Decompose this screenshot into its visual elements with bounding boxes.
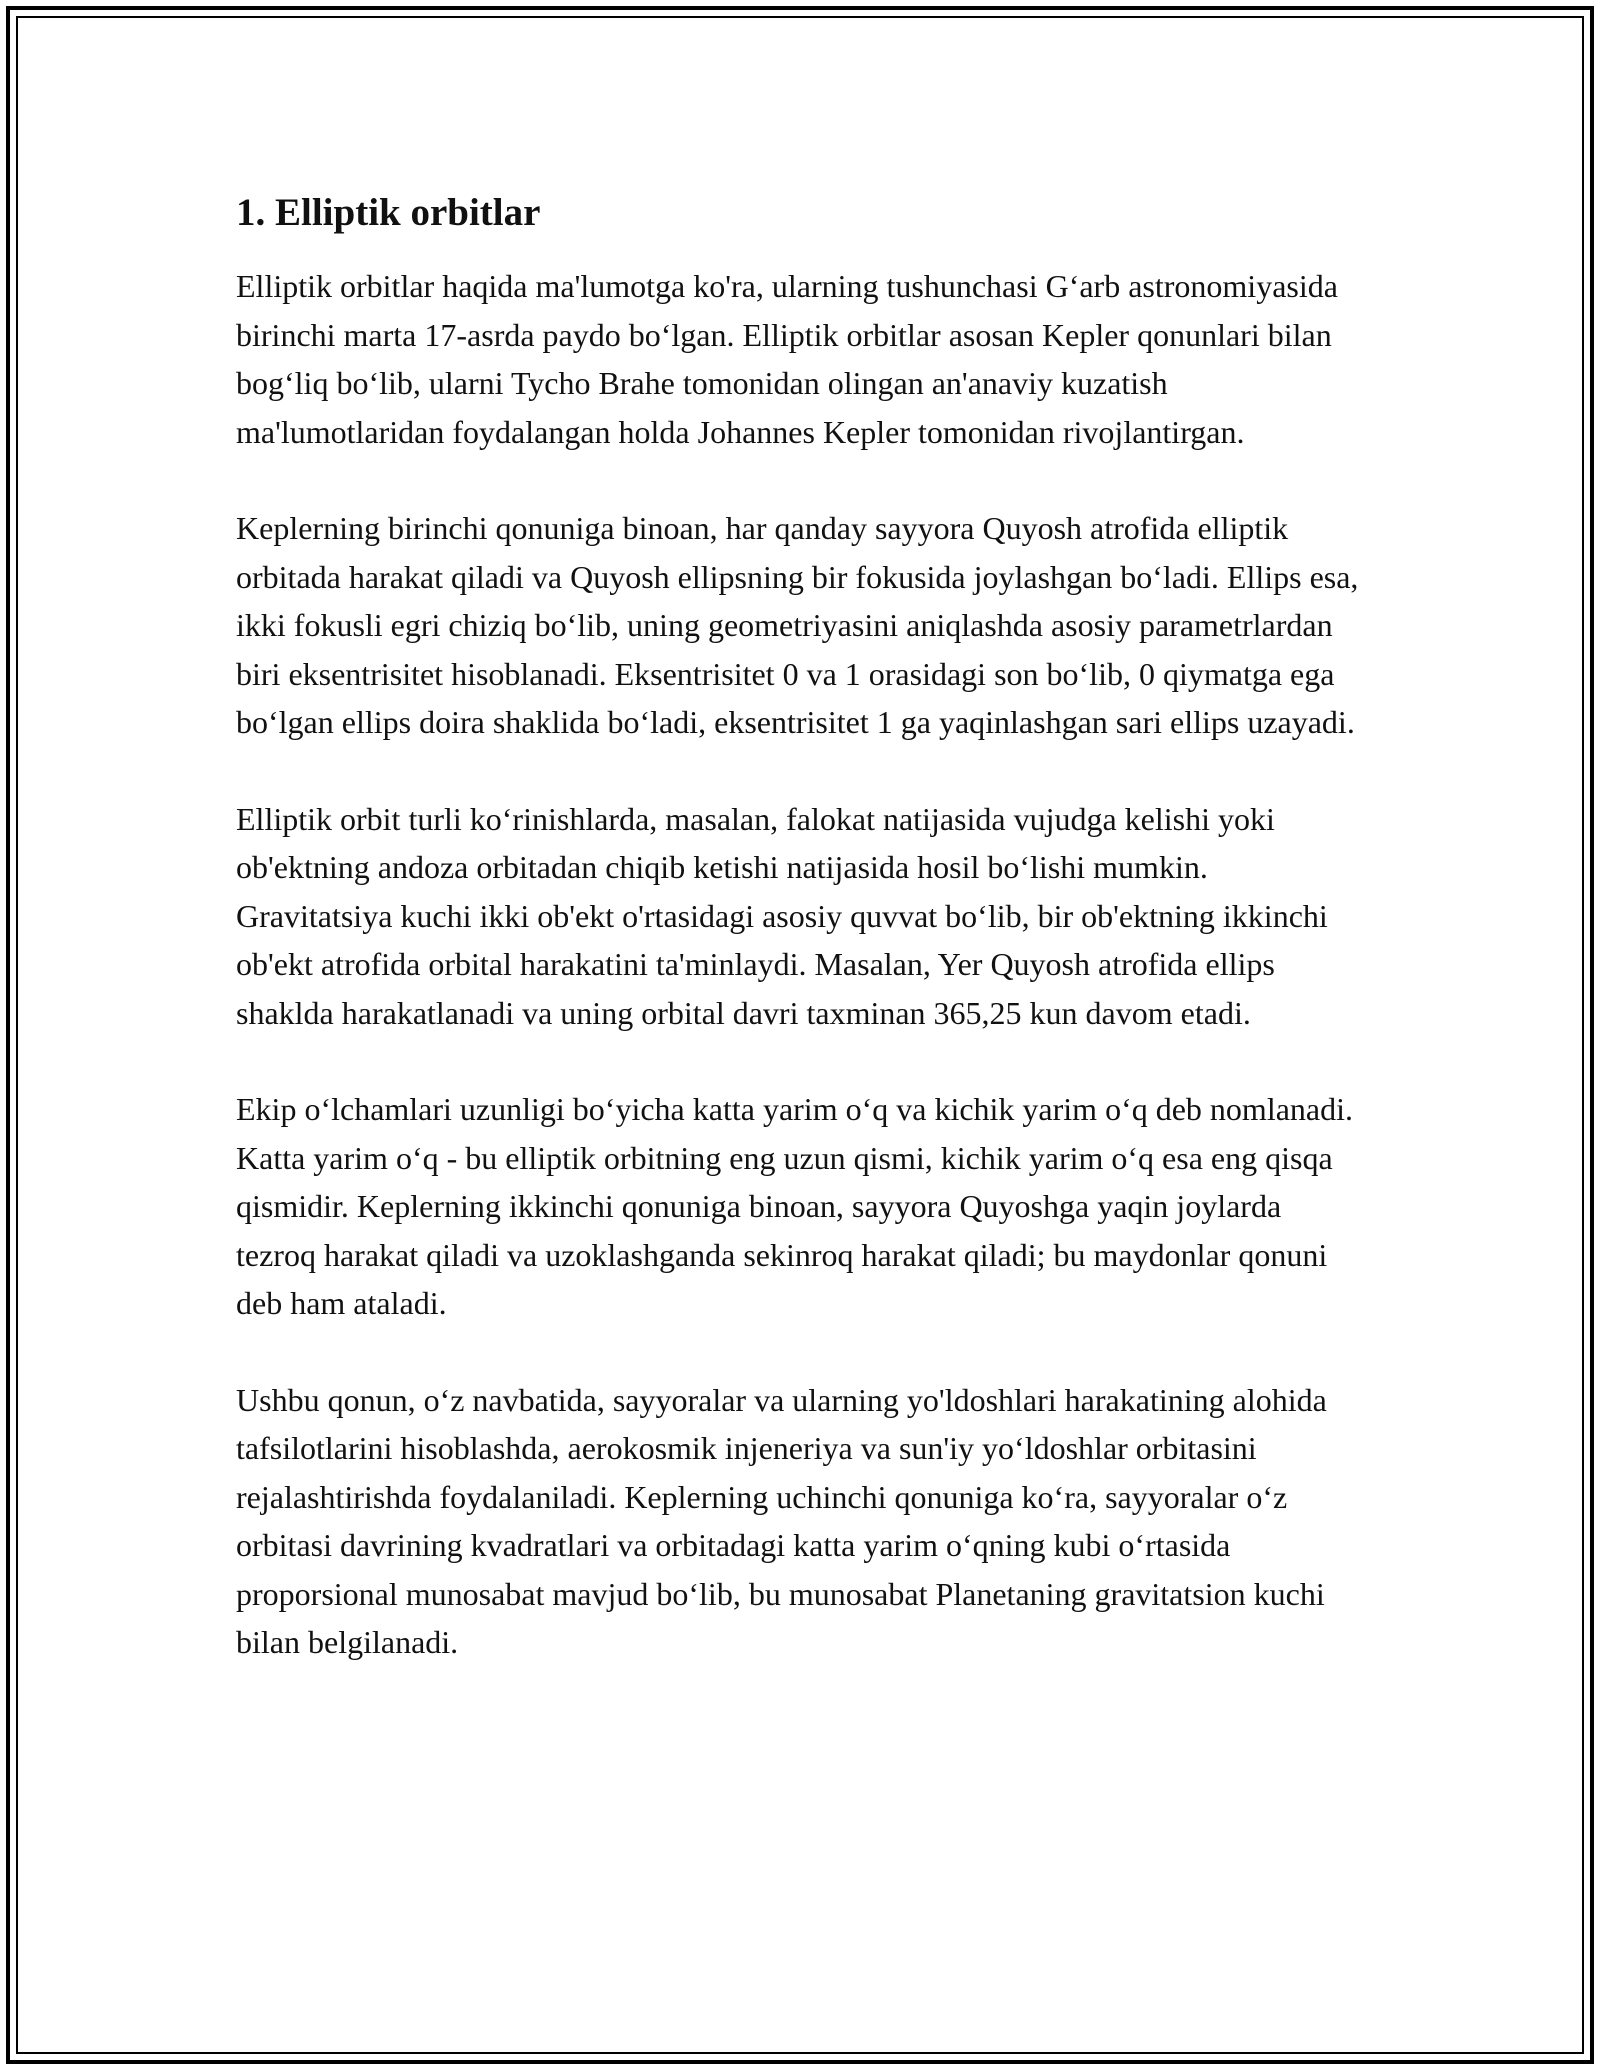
paragraph-2: Keplerning birinchi qonuniga binoan, har qanday sayyora Quyosh atrofida elliptik orbitada harakat qiladi va Quyosh ellipsning bir fokusida joylashgan bo‘ladi. Ellips esa, ikki fokusli egri chiziq bo‘lib, uning geometriyasini aniqlashda asosiy parametrlardan biri eksentrisitet hisoblanadi. Eksentrisitet 0 va 1 orasidagi son bo‘lib, 0 qiymatga ega bo‘lgan ellips doira shaklida bo‘ladi, eksentrisitet 1 ga yaqinlashgan sari ellips uzayadi. bbox=[236, 510, 1359, 740]
section-heading: 1. Elliptik orbitlar bbox=[236, 191, 541, 234]
document-body bbox=[236, 186, 1366, 1715]
paragraph-3: Elliptik orbit turli ko‘rinishlarda, masalan, falokat natijasida vujudga kelishi yoki ob'ektning andoza orbitadan chiqib ketishi natijasida hosil bo‘lishi mumkin. Gravitatsiya kuchi ikki ob'ekt o'rtasidagi asosiy quvvat bo‘lib, bir ob'ektning ikkinchi ob'ekt atrofida orbital harakatini ta'minlaydi. Masalan, Yer Quyosh atrofida ellips shaklda harakatlanadi va uning orbital davri taxminan 365,25 kun davom etadi. bbox=[236, 800, 1328, 1031]
paragraph-1: Elliptik orbitlar haqida ma'lumotga ko'ra, ularning tushunchasi G‘arb astronomiyasida birinchi marta 17-asrda paydo bo‘lgan. Elliptik orbitlar asosan Kepler qonunlari bilan bog‘liq bo‘lib, ularni Tycho Brahe tomonidan olingan an'anaviy kuzatish ma'lumotlaridan foydalangan holda Johannes Kepler tomonidan rivojlantirgan. bbox=[236, 268, 1338, 450]
paragraph-5: Ushbu qonun, o‘z navbatida, sayyoralar va ularning yo'ldoshlari harakatining alohida tafsilotlarini hisoblashda, aerokosmik injeneriya va sun'iy yo‘ldoshlar orbitasini rejalashtirishda foydalaniladi. Keplerning uchinchi qonuniga ko‘ra, sayyoralar o‘z orbitasi davrining kvadratlari va orbitadagi katta yarim o‘qning kubi o‘rtasida proporsional munosabat mavjud bo‘lib, bu munosabat Planetaning gravitatsion kuchi bilan belgilanadi. bbox=[236, 1381, 1327, 1660]
paragraph-4: Ekip o‘lchamlari uzunligi bo‘yicha katta yarim o‘q va kichik yarim o‘q deb nomlanadi. Katta yarim o‘q - bu elliptik orbitning eng uzun qismi, kichik yarim o‘q esa eng qisqa qismidir. Keplerning ikkinchi qonuniga binoan, sayyora Quyoshga yaqin joylarda tezroq harakat qiladi va uzoklashganda sekinroq harakat qiladi; bu maydonlar qonuni deb ham ataladi. bbox=[236, 1091, 1353, 1321]
